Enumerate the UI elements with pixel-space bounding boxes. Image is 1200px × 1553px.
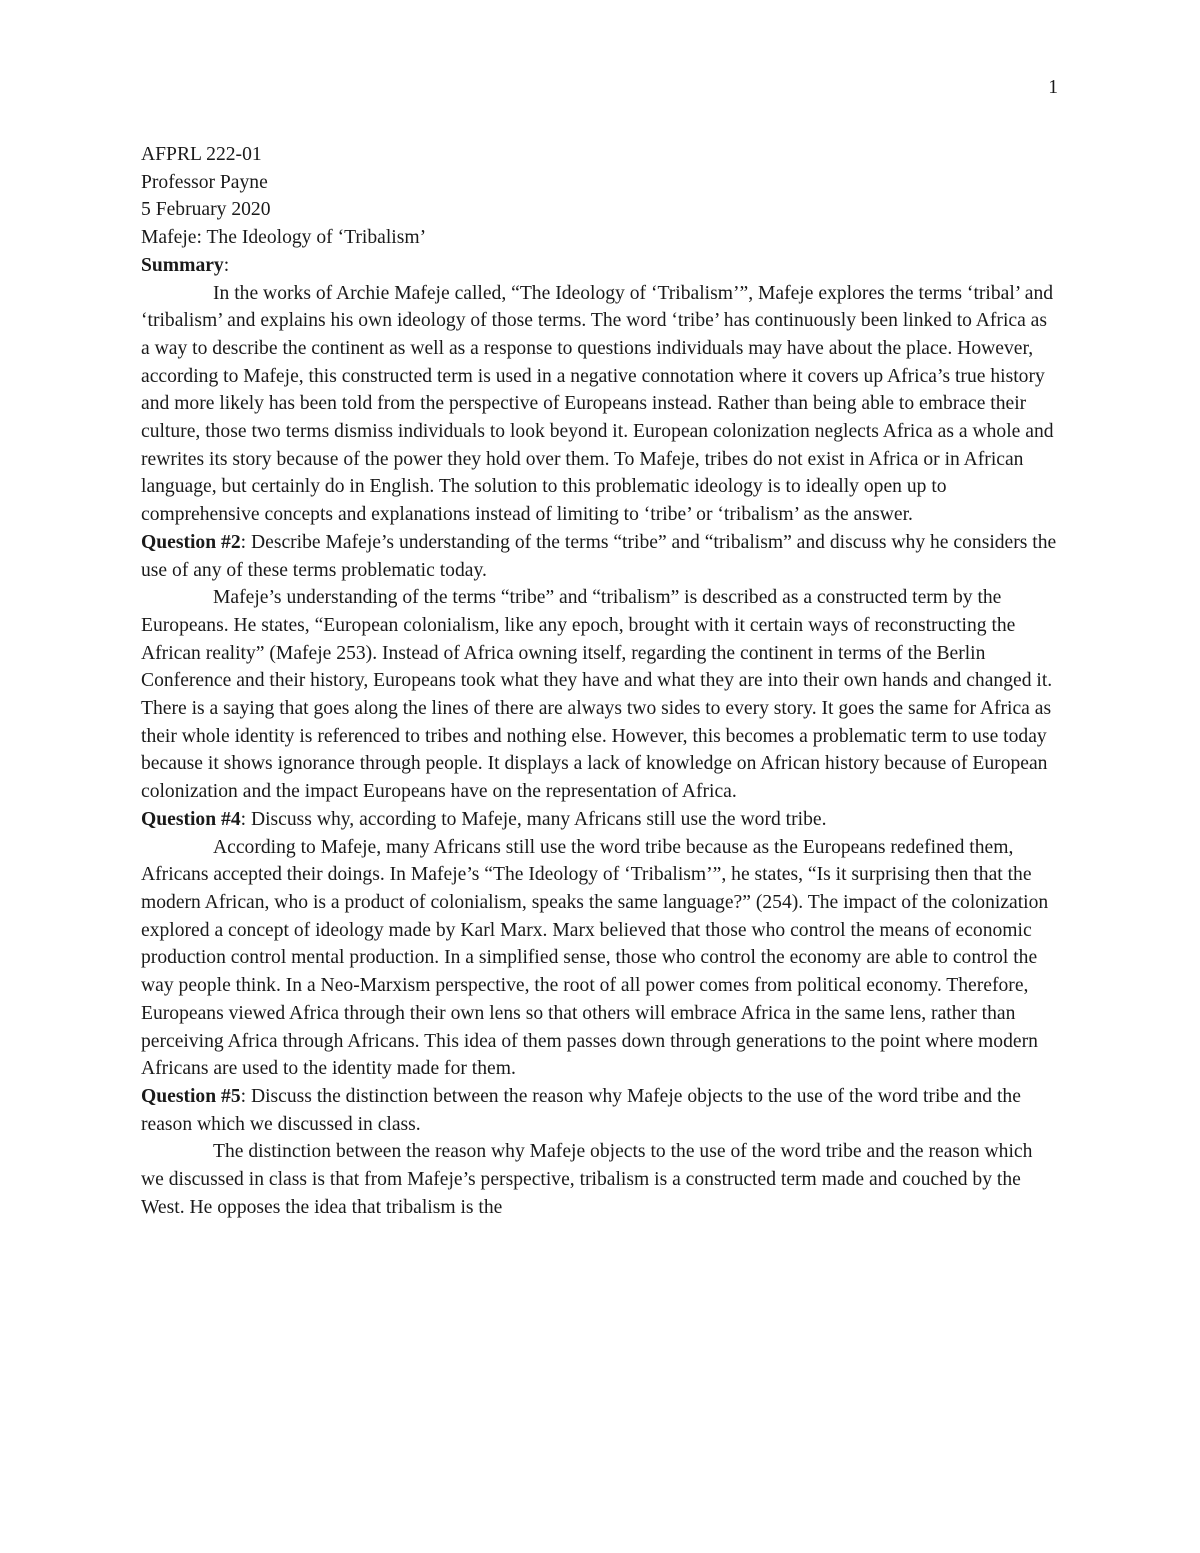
question-5-prompt: [141, 1083, 1059, 1138]
date-line: 5 February 2020: [141, 199, 271, 221]
question-4-label: Question #4: [141, 808, 241, 830]
question-2-text: : Describe Mafeje’s understanding of the terms “tribe” and “tribalism” and discuss why he considers the use of any of these terms problematic today.: [141, 531, 1057, 581]
question-4-prompt: [141, 806, 1059, 834]
document-body: [141, 141, 1059, 1221]
question-2-prompt: [141, 529, 1059, 584]
question-2-label: Question #2: [141, 531, 241, 553]
document-title: Mafeje: The Ideology of ‘Tribalism’: [141, 227, 427, 249]
question-2-answer: Mafeje’s understanding of the terms “tribe” and “tribalism” is described as a constructed term by the Europeans. He states, “European colonialism, like any epoch, brought with it certain ways of reconstructing the African reality” (Mafeje 253). Instead of Africa owning itself, regarding the continent in terms of the Berlin Conference and their history, Europeans took what they have and what they are into their own hands and changed it. There is a saying that goes along the lines of there are always two sides to every story. It goes the same for Africa as their whole identity is referenced to tribes and nothing else. However, this becomes a problematic term to use today because it shows ignorance through people. It displays a lack of knowledge on African history because of European colonization and the impact Europeans have on the representation of Africa.: [141, 587, 1053, 803]
question-5-label: Question #5: [141, 1085, 241, 1107]
question-5-text: : Discuss the distinction between the reason why Mafeje objects to the use of the word tribe and the reason which we discussed in class.: [141, 1085, 1021, 1135]
summary-label-colon: :: [223, 254, 230, 276]
professor-line: Professor Payne: [141, 171, 268, 193]
question-4-answer: According to Mafeje, many Africans still use the word tribe because as the Europeans redefined them, Africans accepted their doings. In Mafeje’s “The Ideology of ‘Tribalism’”, he states, “Is it surprising then that the modern African, who is a product of colonialism, speaks the same language?” (254). The impact of the colonization explored a concept of ideology made by Karl Marx. Marx believed that those who control the means of economic production control mental production. In a simplified sense, those who control the economy are able to control the way people think. In a Neo-Marxism perspective, the root of all power comes from political economy. Therefore, Europeans viewed Africa through their own lens so that others will embrace Africa in the same lens, rather than perceiving Africa through Africans. This idea of them passes down through generations to the point where modern Africans are used to the identity made for them.: [141, 836, 1049, 1080]
course-line: AFPRL 222-01: [141, 144, 262, 165]
question-5-answer: The distinction between the reason why Mafeje objects to the use of the word tribe and the reason which we discussed in class is that from Mafeje’s perspective, tribalism is a constructed term made and couched by the West. He opposes the idea that tribalism is the: [141, 1141, 1033, 1218]
summary-heading: [141, 252, 1059, 280]
page-number: 1: [1048, 77, 1058, 98]
summary-paragraph: In the works of Archie Mafeje called, “The Ideology of ‘Tribalism’”, Mafeje explores the terms ‘tribal’ and ‘tribalism’ and explains his own ideology of those terms. The word ‘tribe’ has continuously been linked to Africa as a way to describe the continent as well as a response to questions individuals may have about the place. However, according to Mafeje, this constructed term is used in a negative connotation where it covers up Africa’s true history and more likely has been told from the perspective of Europeans instead. Rather than being able to embrace their culture, those two terms dismiss individuals to look beyond it. European colonization neglects Africa as a whole and rewrites its story because of the power they hold over them. To Mafeje, tribes do not exist in Africa or in African language, but certainly do in English. The solution to this problematic ideology is to ideally open up to comprehensive concepts and explanations instead of limiting to ‘tribe’ or ‘tribalism’ as the answer.: [141, 282, 1054, 526]
question-4-text: : Discuss why, according to Mafeje, many Africans still use the word tribe.: [240, 808, 827, 830]
summary-label: Summary: [141, 254, 224, 276]
